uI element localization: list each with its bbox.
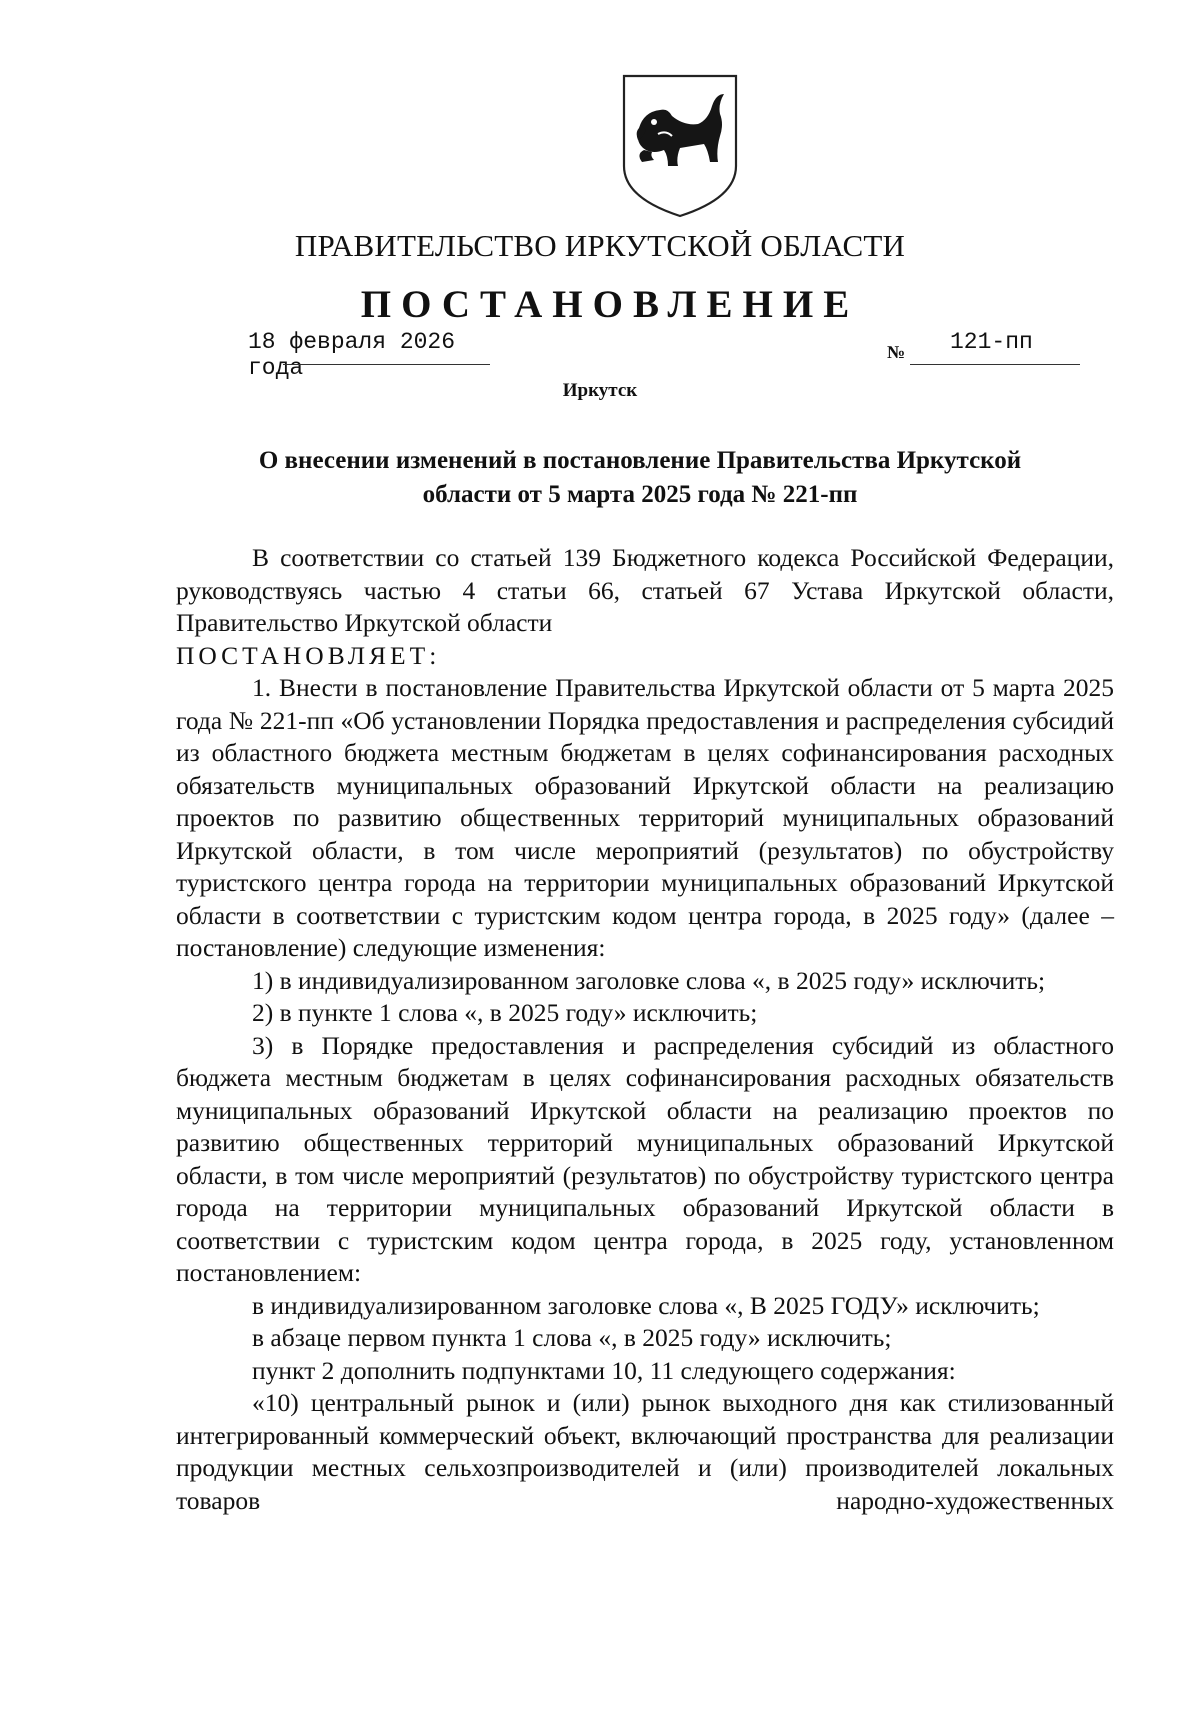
paragraph-amend-title: в индивидуализированном заголовке слова «, В 2025 ГОДУ» исключить;	[252, 1290, 1040, 1320]
document-number: 121-пп	[950, 329, 1033, 355]
paragraph-subitem-3: 3) в Порядке предоставления и распределения субсидий из областного бюджета местным бюджетам в целях софинансирования расходных обязательств муниципальных образований Иркутской области на реализацию проектов по развитию общественных территорий муниципальных образований Иркутской области, в том числе мероприятий (результатов) по обустройству туристского центра города на территории муниципальных образований Иркутской области в соответствии с туристским кодом центра города, в 2025 году, установленном постановлением:	[176, 1030, 1114, 1287]
paragraph-subitem-1: 1) в индивидуализированном заголовке слова «, в 2025 году» исключить;	[252, 965, 1046, 995]
paragraph-new-item-10: «10) центральный рынок и (или) рынок выходного дня как стилизованный интегрированный коммерческий объект, включающий пространства для реализации продукции местных сельхозпроизводителей и (или) производителей локальных товаров народно-художественных	[176, 1388, 1114, 1515]
number-underline	[910, 364, 1080, 365]
paragraph-preamble: В соответствии со статьей 139 Бюджетного кодекса Российской Федерации, руководствуясь частью 4 статьи 66, статьей 67 Устава Иркутской области, Правительство Иркутской области	[176, 543, 1114, 637]
organization-name: ПРАВИТЕЛЬСТВО ИРКУТСКОЙ ОБЛАСТИ	[294, 228, 906, 263]
coat-of-arms-icon	[620, 70, 740, 220]
paragraph-amend-clause-1: в абзаце первом пункта 1 слова «, в 2025 году» исключить;	[252, 1323, 892, 1352]
document-type: ПОСТАНОВЛЕНИЕ	[360, 283, 860, 326]
date-underline	[283, 364, 490, 365]
paragraph-subitem-2: 2) в пункте 1 слова «, в 2025 году» исключить;	[252, 998, 758, 1027]
document-title	[200, 444, 1080, 512]
title-line-1: О внесении изменений в постановление Правительства Иркутской	[258, 447, 1022, 474]
paragraph-item-1: 1. Внести в постановление Правительства Иркутской области от 5 марта 2025 года № 221-пп «Об установлении Порядка предоставления и распределения субсидий из областного бюджета местным бюджетам в целях софинансирования расходных обязательств муниципальных образований Иркутской области на реализацию проектов по развитию общественных территорий муниципальных образований Иркутской области, в том числе мероприятий (результатов) по обустройству туристского центра города на территории муниципальных образований Иркутской области в соответствии с туристским кодом центра города, в 2025 году» (далее – постановление) следующие изменения:	[176, 673, 1114, 962]
decree-word: ПОСТАНОВЛЯЕТ:	[176, 640, 441, 670]
city-name: Иркутск	[562, 380, 638, 401]
number-sign: №	[887, 342, 906, 362]
paragraph-amend-clause-2: пункт 2 дополнить подпунктами 10, 11 следующего содержания:	[252, 1355, 956, 1385]
document-date: 18 февраля 2026 года	[248, 329, 456, 381]
title-line-2: области от 5 марта 2025 года № 221-пп	[422, 481, 858, 508]
document-body	[176, 542, 1114, 1517]
